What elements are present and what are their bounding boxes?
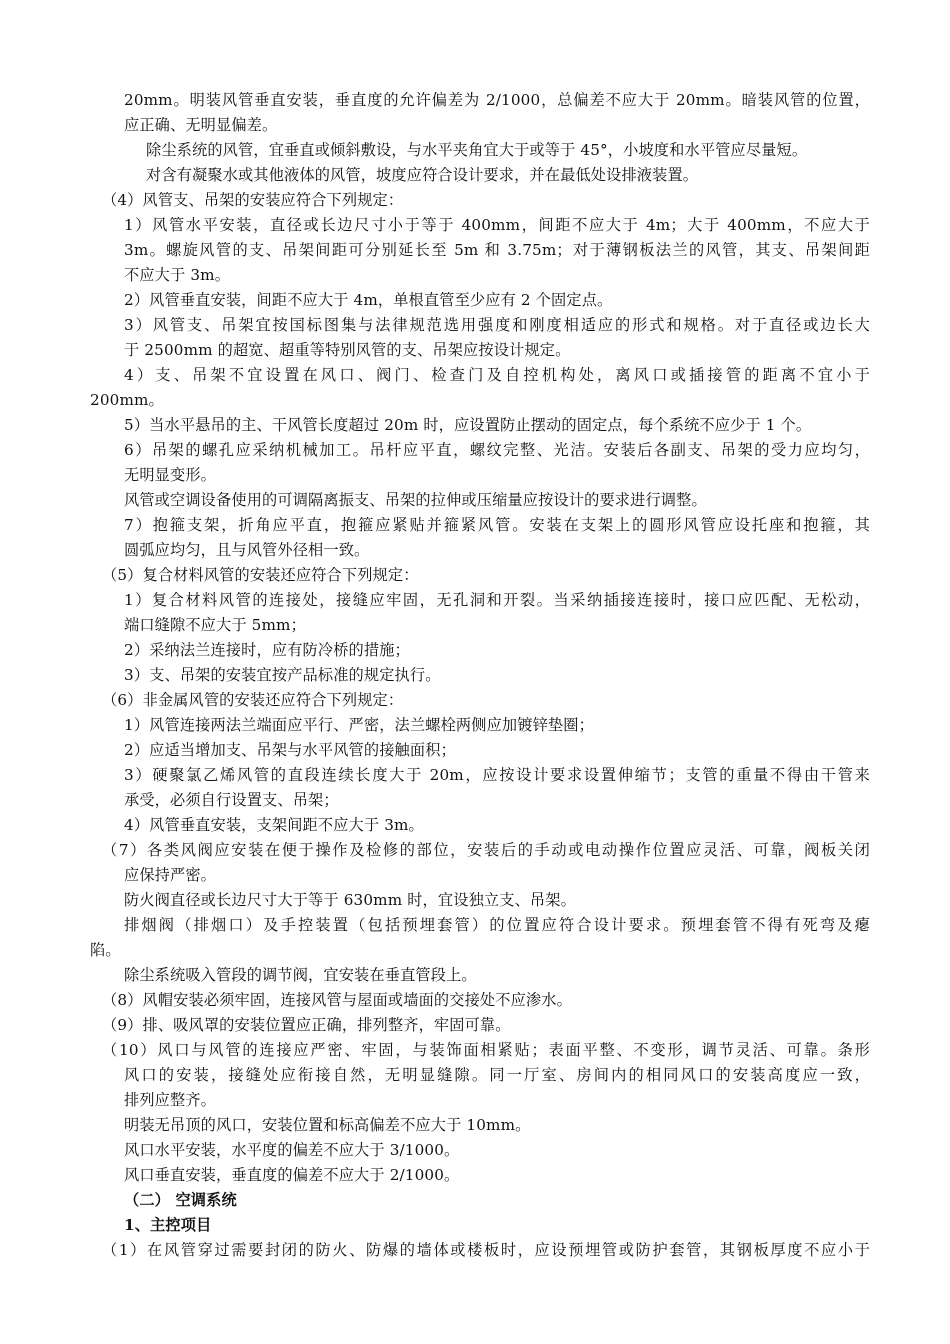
section-heading: （5）复合材料风管的安装还应符合下列规定： — [102, 566, 419, 584]
paragraph-line: 除尘系统的风管，宜垂直或倾斜敷设，与水平夹角宜大于或等于 45°，小坡度和水平管应尽量短。 — [146, 141, 808, 159]
paragraph-line: 200mm。 — [90, 391, 164, 409]
paragraph-line: 2）采纳法兰连接时，应有防冷桥的措施； — [124, 641, 410, 659]
paragraph-line: （8）风帽安装必须牢固，连接风管与屋面或墙面的交接处不应渗水。 — [102, 991, 572, 1009]
paragraph-line: 4）风管垂直安装，支架间距不应大于 3m。 — [124, 816, 424, 834]
paragraph-line: （10）风口与风管的连接应严密、牢固，与装饰面相紧贴；表面平整、不变形，调节灵活、可靠。条形 — [102, 1041, 870, 1059]
paragraph-line: 2）风管垂直安装，间距不应大于 4m，单根直管至少应有 2 个固定点。 — [124, 291, 613, 309]
paragraph-line: 于 2500mm 的超宽、超重等特别风管的支、吊架应按设计规定。 — [124, 341, 571, 359]
paragraph-line: 风口的安装，接缝处应衔接自然，无明显缝隙。同一厅室、房间内的相同风口的安装高度应一致， — [124, 1066, 870, 1084]
section-heading: （4）风管支、吊架的安装应符合下列规定： — [102, 191, 404, 209]
paragraph-line: 1）复合材料风管的连接处，接缝应牢固，无孔洞和开裂。当采纳插接连接时，接口应匹配、无松动， — [124, 591, 870, 609]
paragraph-line: 7）抱箍支架，折角应平直，抱箍应紧贴并箍紧风管。安装在支架上的圆形风管应设托座和抱箍，其 — [124, 516, 870, 534]
paragraph-line: 端口缝隙不应大于 5mm； — [124, 616, 306, 634]
paragraph-line: 风口垂直安装，垂直度的偏差不应大于 2/1000。 — [124, 1166, 460, 1184]
paragraph-line: 风口水平安装，水平度的偏差不应大于 3/1000。 — [124, 1141, 460, 1159]
paragraph-line: 1）风管连接两法兰端面应平行、严密，法兰螺栓两侧应加镀锌垫圈； — [124, 716, 594, 734]
paragraph-line: 防火阀直径或长边尺寸大于等于 630mm 时，宜设独立支、吊架。 — [124, 891, 576, 909]
paragraph-line: 20mm。明装风管垂直安装，垂直度的允许偏差为 2/1000，总偏差不应大于 20mm。暗装风管的位置， — [124, 91, 870, 109]
paragraph-line: 3）支、吊架的安装宜按产品标准的规定执行。 — [124, 666, 441, 684]
paragraph-line: 不应大于 3m。 — [124, 266, 231, 284]
paragraph-line: 风管或空调设备使用的可调隔离振支、吊架的拉伸或压缩量应按设计的要求进行调整。 — [124, 491, 707, 509]
paragraph-line: 应正确、无明显偏差。 — [124, 116, 278, 134]
paragraph-line: 4）支、吊架不宜设置在风口、阀门、检查门及自控机构处，离风口或插接管的距离不宜小于 — [124, 366, 870, 384]
paragraph-line: 应保持严密。 — [124, 866, 217, 884]
section-title: （二） 空调系统 — [124, 1191, 237, 1209]
paragraph-line: 2）应适当增加支、吊架与水平风管的接触面积； — [124, 741, 456, 759]
paragraph-line: 排烟阀（排烟口）及手控装置（包括预埋套管）的位置应符合设计要求。预埋套管不得有死弯及瘪 — [124, 916, 870, 934]
paragraph-line: 6）吊架的螺孔应采纳机械加工。吊杆应平直，螺纹完整、光洁。安装后各副支、吊架的受力应均匀， — [124, 441, 870, 459]
paragraph-line: 3）硬聚氯乙烯风管的直段连续长度大于 20m，应按设计要求设置伸缩节；支管的重量不得由干管来 — [124, 766, 870, 784]
section-heading: （6）非金属风管的安装还应符合下列规定： — [102, 691, 404, 709]
paragraph-line: 除尘系统吸入管段的调节阀，宜安装在垂直管段上。 — [124, 966, 477, 984]
paragraph-line: 明装无吊顶的风口，安装位置和标高偏差不应大于 10mm。 — [124, 1116, 531, 1134]
paragraph-line: 排列应整齐。 — [124, 1091, 217, 1109]
paragraph-line: 1）风管水平安装，直径或长边尺寸小于等于 400mm，间距不应大于 4m；大于 400mm，不应大于 — [124, 216, 870, 234]
paragraph-line: 3）风管支、吊架宜按国标图集与法律规范选用强度和刚度相适应的形式和规格。对于直径或边长大 — [124, 316, 870, 334]
paragraph-line: 无明显变形。 — [124, 466, 217, 484]
paragraph-line: 5）当水平悬吊的主、干风管长度超过 20m 时，应设置防止摆动的固定点，每个系统不应少于 1 个。 — [124, 416, 812, 434]
paragraph-line: 3m。螺旋风管的支、吊架间距可分别延长至 5m 和 3.75m；对于薄钢板法兰的风管，其支、吊架间距 — [124, 241, 870, 259]
paragraph-line: 承受，必须自行设置支、吊架； — [124, 791, 339, 809]
paragraph-line: （1）在风管穿过需要封闭的防火、防爆的墙体或楼板时，应设预埋管或防护套管，其钢板厚度不应小于 — [102, 1241, 870, 1259]
paragraph-line: （9）排、吸风罩的安装位置应正确，排列整齐，牢固可靠。 — [102, 1016, 511, 1034]
paragraph-line: 对含有凝聚水或其他液体的风管，坡度应符合设计要求，并在最低处设排液装置。 — [146, 166, 699, 184]
paragraph-line: （7）各类风阀应安装在便于操作及检修的部位，安装后的手动或电动操作位置应灵活、可靠，阀板关闭 — [102, 841, 870, 859]
paragraph-line: 陷。 — [90, 941, 121, 959]
paragraph-line: 圆弧应均匀，且与风管外径相一致。 — [124, 541, 370, 559]
subsection-title: 1、主控项目 — [124, 1216, 212, 1234]
